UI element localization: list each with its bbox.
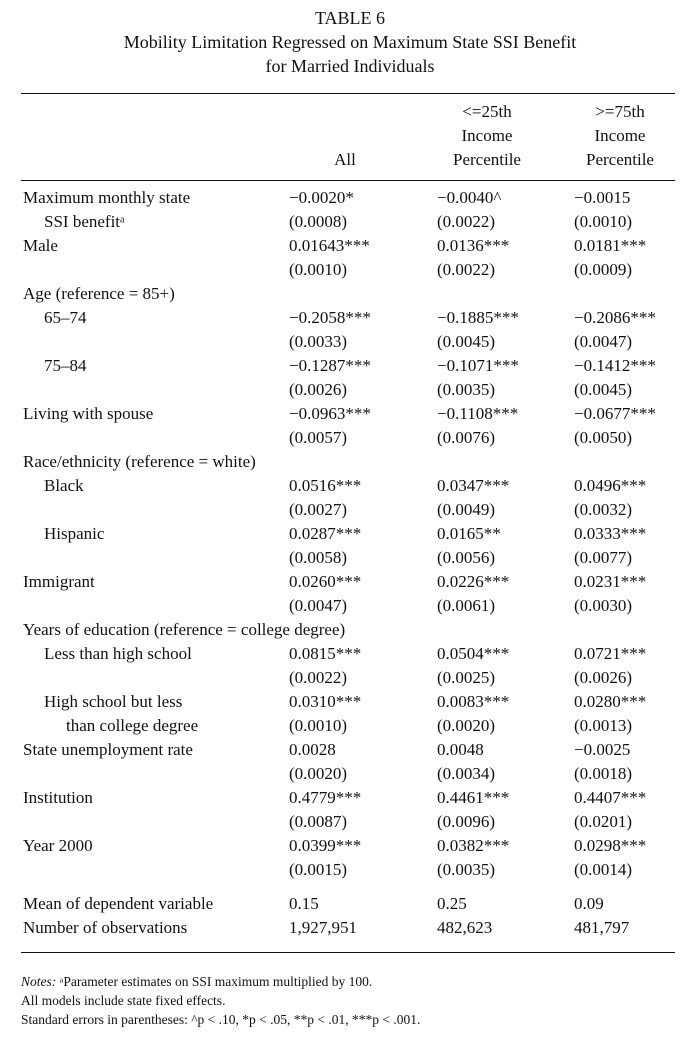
row-label: High school but less <box>44 692 183 711</box>
table-row <box>0 690 700 714</box>
cell-c1: −0.2058*** <box>289 308 371 327</box>
row-label: 75–84 <box>44 356 87 375</box>
cell-c3: (0.0018) <box>574 764 633 783</box>
row-label: SSI benefitᵃ <box>44 212 125 231</box>
cell-c2: 0.0347*** <box>437 476 510 495</box>
cell-c1: −0.1287*** <box>289 356 371 375</box>
cell-c1: 0.0516*** <box>289 476 362 495</box>
cell-c3: 0.0181*** <box>574 236 647 255</box>
cell-c2: 0.0165** <box>437 524 501 543</box>
cell-c1: 0.0815*** <box>289 644 362 663</box>
cell-c1: (0.0010) <box>289 716 348 735</box>
row-label: Immigrant <box>23 572 95 591</box>
cell-c2: 0.0048 <box>437 740 484 759</box>
cell-c2: (0.0022) <box>437 212 496 231</box>
cell-c2: 0.25 <box>437 894 467 913</box>
cell-c1: 0.0399*** <box>289 836 362 855</box>
cell-c3: −0.1412*** <box>574 356 656 375</box>
cell-c3: (0.0047) <box>574 332 633 351</box>
table-row <box>0 426 700 450</box>
cell-c3: 481,797 <box>574 918 630 937</box>
row-label: 65–74 <box>44 308 87 327</box>
table-row <box>0 762 700 786</box>
row-label: Number of observations <box>23 918 188 937</box>
table-title-line1: Mobility Limitation Regressed on Maximum State SSI Benefit <box>123 32 577 52</box>
cell-c3: 0.4407*** <box>574 788 647 807</box>
notes-label: Notes: <box>21 974 57 989</box>
cell-c2: −0.1071*** <box>437 356 519 375</box>
cell-c2: 0.0226*** <box>437 572 510 591</box>
header-rule <box>21 180 675 181</box>
cell-c2: 0.0083*** <box>437 692 510 711</box>
cell-c2: (0.0034) <box>437 764 496 783</box>
cell-c3: −0.0015 <box>574 188 631 207</box>
column-headers <box>0 100 700 176</box>
cell-c3: 0.0280*** <box>574 692 647 711</box>
cell-c3: (0.0030) <box>574 596 633 615</box>
cell-c3: (0.0032) <box>574 500 633 519</box>
cell-c2: 0.0382*** <box>437 836 510 855</box>
table-row <box>0 642 700 666</box>
table-row <box>0 666 700 690</box>
table-row <box>0 916 700 940</box>
table-row <box>0 354 700 378</box>
table-row <box>0 738 700 762</box>
cell-c1: (0.0058) <box>289 548 348 567</box>
cell-c2: −0.1885*** <box>437 308 519 327</box>
cell-c1: 0.0310*** <box>289 692 362 711</box>
cell-c1: (0.0026) <box>289 380 348 399</box>
table-titles <box>0 6 700 78</box>
row-label: than college degree <box>66 716 199 735</box>
row-label: Years of education (reference = college degree) <box>23 620 346 639</box>
cell-c1: 0.01643*** <box>289 236 370 255</box>
row-label: Less than high school <box>44 644 192 663</box>
table-row <box>0 306 700 330</box>
table-row <box>0 594 700 618</box>
row-label: Living with spouse <box>23 404 154 423</box>
notes-line3: Standard errors in parentheses: ^p < .10, *p < .05, **p < .01, ***p < .001. <box>21 1012 421 1027</box>
cell-c1: (0.0022) <box>289 668 348 687</box>
cell-c2: (0.0045) <box>437 332 496 351</box>
row-label: Maximum monthly state <box>23 188 191 207</box>
cell-c2: (0.0061) <box>437 596 496 615</box>
cell-c3: 0.0496*** <box>574 476 647 495</box>
cell-c3: −0.0677*** <box>574 404 656 423</box>
table-notes <box>21 972 681 1029</box>
cell-c1: (0.0087) <box>289 812 348 831</box>
cell-c3: (0.0009) <box>574 260 633 279</box>
cell-c2: −0.1108*** <box>437 404 519 423</box>
cell-c2: (0.0022) <box>437 260 496 279</box>
cell-c3: (0.0050) <box>574 428 633 447</box>
table-row <box>0 570 700 594</box>
cell-c1: 0.0028 <box>289 740 336 759</box>
table-row <box>0 714 700 738</box>
table-row <box>0 498 700 522</box>
row-label: State unemployment rate <box>23 740 193 759</box>
cell-c3: (0.0014) <box>574 860 633 879</box>
table-row <box>0 450 700 474</box>
table-row <box>0 186 700 210</box>
header-all: All <box>334 150 356 169</box>
cell-c2: 0.0504*** <box>437 644 510 663</box>
cell-c3: 0.09 <box>574 894 604 913</box>
row-label: Age (reference = 85+) <box>23 284 175 303</box>
cell-c3: (0.0013) <box>574 716 633 735</box>
cell-c3: 0.0333*** <box>574 524 647 543</box>
table-row <box>0 810 700 834</box>
bottom-rule <box>21 952 675 953</box>
cell-c1: (0.0015) <box>289 860 348 879</box>
cell-c2: −0.0040^ <box>437 188 502 207</box>
table-row <box>0 258 700 282</box>
cell-c2: (0.0076) <box>437 428 496 447</box>
row-label: Mean of dependent variable <box>23 894 214 913</box>
table-row <box>0 834 700 858</box>
table-body <box>0 186 700 940</box>
cell-c3: 0.0298*** <box>574 836 647 855</box>
table-label: TABLE 6 <box>314 8 386 28</box>
cell-c2: (0.0020) <box>437 716 496 735</box>
top-rule <box>21 93 675 94</box>
cell-c1: −0.0963*** <box>289 404 371 423</box>
cell-c2: (0.0096) <box>437 812 496 831</box>
cell-c1: 0.4779*** <box>289 788 362 807</box>
row-label: Race/ethnicity (reference = white) <box>23 452 256 471</box>
cell-c2: (0.0035) <box>437 380 496 399</box>
cell-c2: (0.0025) <box>437 668 496 687</box>
cell-c3: 0.0231*** <box>574 572 647 591</box>
table-row <box>0 892 700 916</box>
table-title-line2: for Married Individuals <box>265 56 435 76</box>
cell-c1: 1,927,951 <box>289 918 357 937</box>
row-label: Black <box>44 476 84 495</box>
table-row <box>0 474 700 498</box>
row-label: Hispanic <box>44 524 105 543</box>
cell-c1: −0.0020* <box>289 188 354 207</box>
table-row <box>0 618 700 642</box>
cell-c1: (0.0020) <box>289 764 348 783</box>
cell-c2: (0.0049) <box>437 500 496 519</box>
table-row <box>0 546 700 570</box>
table-row <box>0 210 700 234</box>
row-label: Male <box>23 236 58 255</box>
cell-c1: (0.0057) <box>289 428 348 447</box>
cell-c3: −0.2086*** <box>574 308 656 327</box>
cell-c3: −0.0025 <box>574 740 631 759</box>
cell-c2: (0.0056) <box>437 548 496 567</box>
row-label: Year 2000 <box>23 836 93 855</box>
cell-c3: (0.0010) <box>574 212 633 231</box>
cell-c3: 0.0721*** <box>574 644 647 663</box>
table-row <box>0 234 700 258</box>
cell-c2: (0.0035) <box>437 860 496 879</box>
cell-c3: (0.0077) <box>574 548 633 567</box>
row-label: Institution <box>23 788 93 807</box>
cell-c1: (0.0008) <box>289 212 348 231</box>
cell-c2: 482,623 <box>437 918 493 937</box>
summary-gap <box>0 882 700 892</box>
cell-c2: 0.0136*** <box>437 236 510 255</box>
cell-c1: 0.15 <box>289 894 319 913</box>
table-row <box>0 378 700 402</box>
cell-c1: (0.0010) <box>289 260 348 279</box>
cell-c1: (0.0033) <box>289 332 348 351</box>
cell-c1: 0.0260*** <box>289 572 362 591</box>
table-row <box>0 330 700 354</box>
cell-c1: 0.0287*** <box>289 524 362 543</box>
cell-c3: (0.0026) <box>574 668 633 687</box>
cell-c1: (0.0027) <box>289 500 348 519</box>
table-row <box>0 786 700 810</box>
cell-c3: (0.0045) <box>574 380 633 399</box>
cell-c3: (0.0201) <box>574 812 633 831</box>
table-row <box>0 858 700 882</box>
table-row <box>0 282 700 306</box>
table-row <box>0 402 700 426</box>
header-low-income: <=25th Income Percentile <box>453 102 521 169</box>
notes-line1: Notes: ᵃParameter estimates on SSI maximum multiplied by 100. <box>21 974 373 989</box>
cell-c2: 0.4461*** <box>437 788 510 807</box>
cell-c1: (0.0047) <box>289 596 348 615</box>
notes-line2: All models include state fixed effects. <box>21 993 226 1008</box>
header-high-income: >=75th Income Percentile <box>586 102 654 169</box>
table-row <box>0 522 700 546</box>
